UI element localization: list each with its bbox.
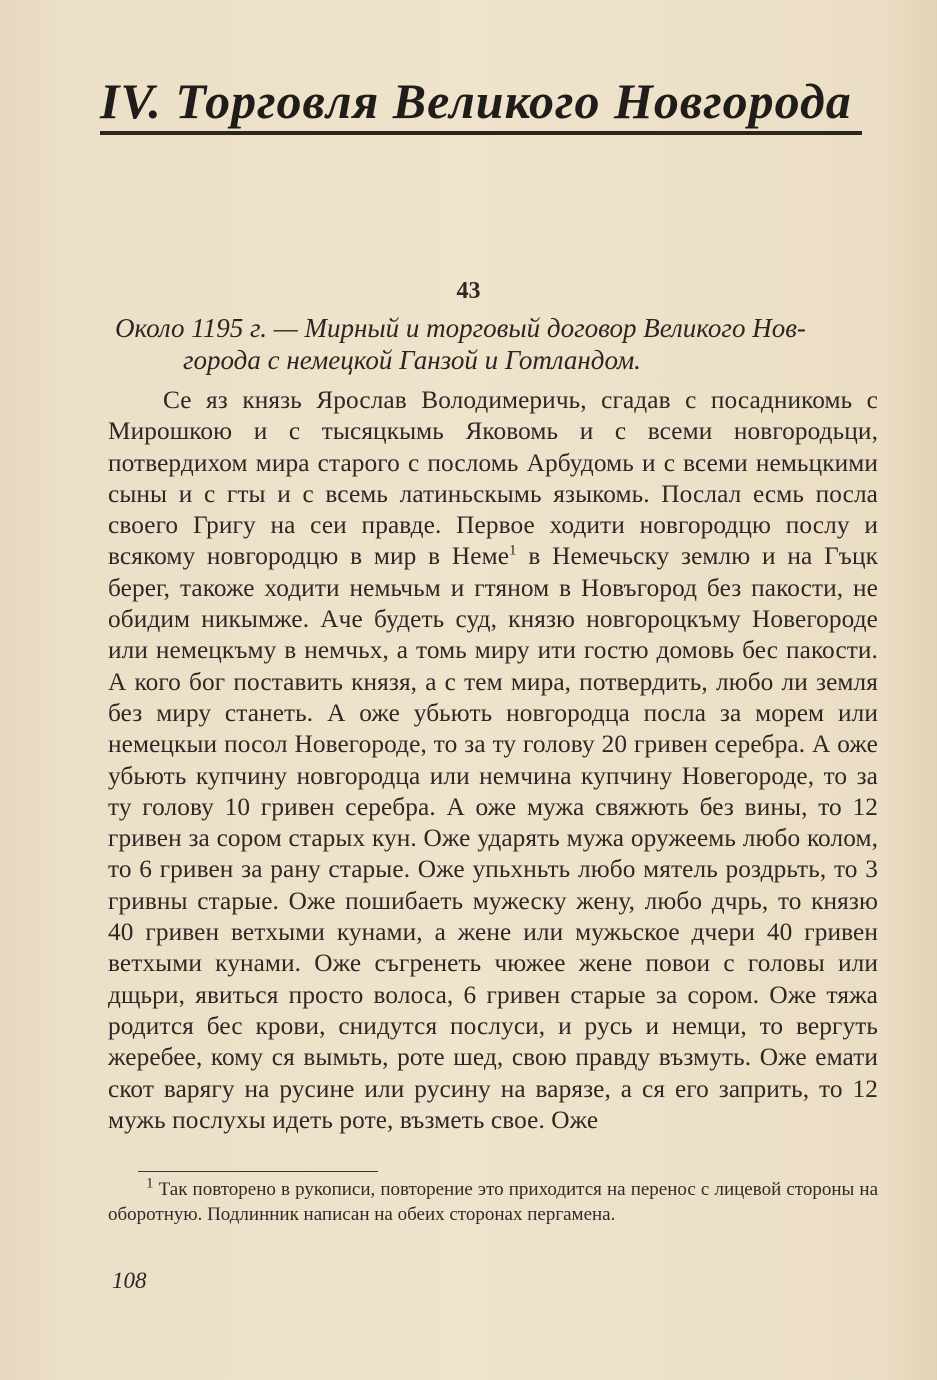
page-header-title: IV. Торговля Великого Новгорода: [100, 73, 852, 129]
document-heading: [115, 312, 877, 376]
document-heading-line-2: города с немецкой Ганзой и Готландом.: [183, 345, 641, 375]
footnote-reference[interactable]: 1: [509, 543, 517, 560]
footnote: [108, 1177, 878, 1227]
footnote-divider: [138, 1171, 378, 1172]
section-number: 43: [456, 278, 481, 304]
page-number: 108: [112, 1268, 147, 1293]
body-text-part-1: Се яз князь Ярослав Володимеричь, сгадав с посадникомь с Мирошкою и с тысяцкымь Яковомь и с всеми новгородьци, потвердихом мира старого с посломь Арбудомь и с всеми немьцкими сыны и с гты и с всемь латиньскымь языкомь. Послал есмь посла своего Григу на сеи правде. Первое ходити новгородцю послу и всякому новгородцю в мир в Неме: [108, 386, 878, 571]
footnote-body: Так повторено в рукописи, повторение это приходится на перенос с лицевой стороны на оборотную. Подлинник написан на обеих сторонах пергамена.: [108, 1179, 879, 1225]
footnote-paragraph: [108, 1177, 878, 1227]
document-heading-line-1: Около 1195 г. — Мирный и торговый договор Великого Нов-: [115, 313, 806, 343]
body-text-part-2: в Немечьску землю и на Гъцк берег, такоже ходити немьчьм и гтяном в Новъгород без пакости, не обидим никымже. Аче будеть суд, князю новгороцкъму Новегороде или немецкъму в немчьх, а томь миру ити гостю домовь бес пакости. А кого бог поставить князя, а с тем мира, потвердить, любо ли земля без миру станеть. А оже убьють новгородца посла за морем или немецкыи посол Новегороде, то за ту голову 20 гривен серебра. А оже убьють купчину новгородца или немчина купчину Новегороде, то за ту голову 10 гривен серебра. А оже мужа свяжють без вины, то 12 гривен за сором старых кун. Оже ударять мужа оружеемь любо колом, то 6 гривен за рану старые. Оже упьхньть любо мятель роздрьть, то 3 гривны старые. Оже пошибаеть мужеску жену, любо дчрь, то князю 40 гривен ветхыми кунами, а жене или мужьское дчери 40 гривен ветхыми кунами. Оже съгренеть чюжее жене повои с головы или дщьри, явиться просто волоса, 6 гривен старые за сором. Оже тяжа родится бес крови, снидутся послуси, и русь и немци, то вергуть жеребее, кому ся вымьть, роте шед, свою правду възмуть. Оже емати скот варягу на русине или русину на варязе, а ся его заприть, то 12 мужь послухы идеть роте, възметь свое. Оже: [108, 542, 878, 1134]
document-body: [108, 385, 878, 1136]
header-rule: [100, 131, 862, 135]
body-paragraph: [108, 385, 878, 1136]
footnote-marker: 1: [146, 1175, 154, 1192]
